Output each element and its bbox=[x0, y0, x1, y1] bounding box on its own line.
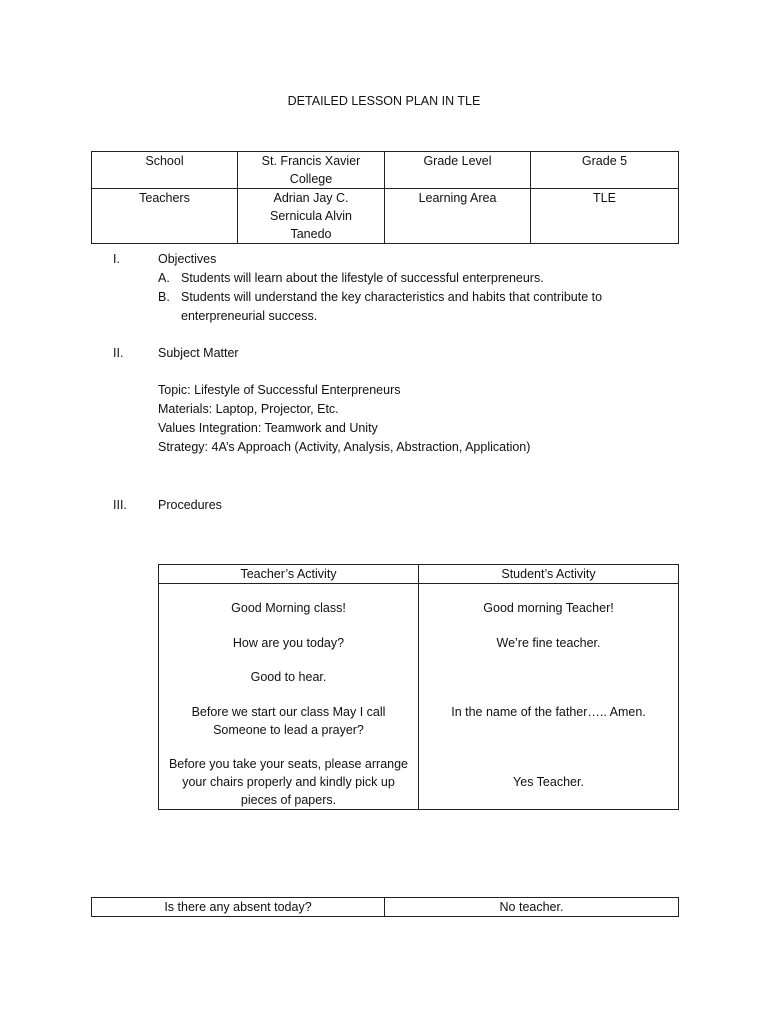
section-num-objectives: I. bbox=[113, 252, 120, 266]
activity-body-row bbox=[159, 584, 679, 810]
subject-topic: Topic: Lifestyle of Successful Enterpreneurs bbox=[158, 383, 401, 397]
section-num-subject-matter: II. bbox=[113, 346, 124, 360]
section-heading-subject-matter: Subject Matter bbox=[158, 346, 239, 360]
teacher-good-to-hear: Good to hear. bbox=[250, 670, 327, 684]
section-num-procedures: III. bbox=[113, 498, 127, 512]
objective-b-letter: B. bbox=[158, 290, 170, 304]
student-activity-cell bbox=[419, 584, 679, 810]
absent-row bbox=[92, 898, 679, 917]
info-row-school bbox=[92, 152, 679, 189]
page-title: DETAILED LESSON PLAN IN TLE bbox=[287, 94, 481, 108]
teacher-greeting: Good Morning class! bbox=[231, 601, 346, 615]
teacher-prayer: Before we start our class May I call Someone to lead a prayer? bbox=[191, 705, 386, 737]
info-label-school: School bbox=[92, 152, 238, 189]
objective-b-text-line1: Students will understand the key characteristics and habits that contribute to bbox=[181, 290, 603, 304]
section-heading-objectives: Objectives bbox=[158, 252, 217, 266]
objective-b-text-line2: enterpreneurial success. bbox=[181, 309, 318, 323]
student-greeting: Good morning Teacher! bbox=[483, 601, 614, 615]
student-fine: We’re fine teacher. bbox=[496, 636, 601, 650]
info-label-grade-level: Grade Level bbox=[385, 152, 531, 189]
info-row-teachers bbox=[92, 189, 679, 244]
teacher-seats: Before you take your seats, please arrange your chairs properly and kindly pick up pieces of papers. bbox=[168, 757, 409, 807]
teacher-how-are-you: How are you today? bbox=[232, 636, 345, 650]
info-label-teachers: Teachers bbox=[92, 189, 238, 244]
info-value-school: St. Francis Xavier College bbox=[238, 152, 385, 189]
header-teacher-activity: Teacher’s Activity bbox=[159, 565, 419, 584]
absent-table bbox=[91, 897, 679, 917]
info-table bbox=[91, 151, 679, 244]
objective-a-text: Students will learn about the lifestyle of successful enterpreneurs. bbox=[181, 271, 544, 285]
teacher-activity-cell bbox=[159, 584, 419, 810]
info-label-learning-area: Learning Area bbox=[385, 189, 531, 244]
info-value-teachers: Adrian Jay C. Sernicula Alvin Tanedo bbox=[238, 189, 385, 244]
activity-table bbox=[158, 564, 679, 810]
student-yes: Yes Teacher. bbox=[513, 775, 584, 789]
section-heading-procedures: Procedures bbox=[158, 498, 222, 512]
subject-values: Values Integration: Teamwork and Unity bbox=[158, 421, 378, 435]
objective-a-letter: A. bbox=[158, 271, 170, 285]
info-value-grade-level: Grade 5 bbox=[531, 152, 679, 189]
subject-materials: Materials: Laptop, Projector, Etc. bbox=[158, 402, 339, 416]
student-prayer: In the name of the father….. Amen. bbox=[451, 705, 646, 719]
info-value-learning-area: TLE bbox=[531, 189, 679, 244]
activity-header-row bbox=[159, 565, 679, 584]
header-student-activity: Student’s Activity bbox=[419, 565, 679, 584]
absent-question: Is there any absent today? bbox=[92, 898, 385, 917]
absent-answer: No teacher. bbox=[385, 898, 679, 917]
subject-strategy: Strategy: 4A’s Approach (Activity, Analysis, Abstraction, Application) bbox=[158, 440, 531, 454]
